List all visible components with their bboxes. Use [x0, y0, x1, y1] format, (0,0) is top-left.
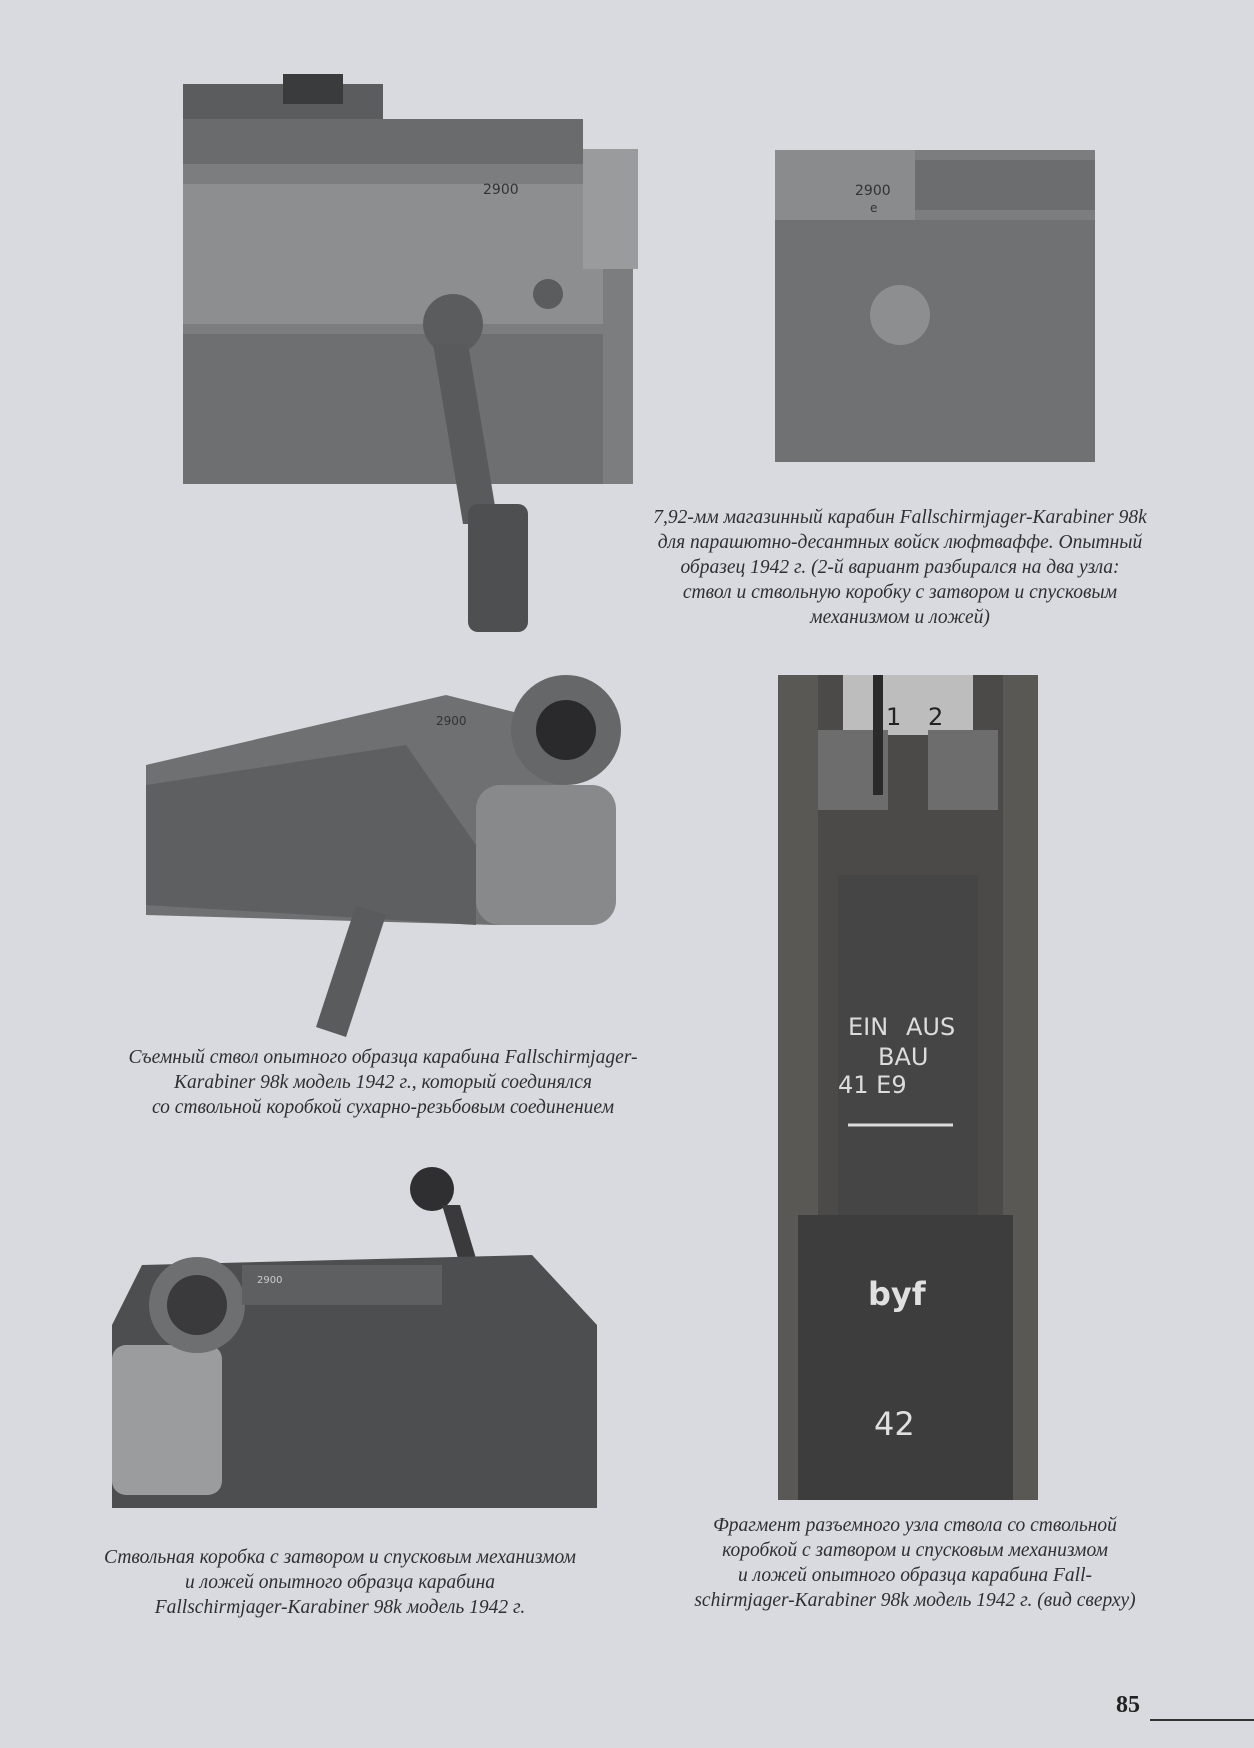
marking-year: 42 — [874, 1405, 915, 1443]
serial-mark-2: 2900 — [855, 183, 891, 199]
photo-removable-barrel-image — [146, 665, 622, 1037]
marking-code: 41 E9 — [838, 1071, 907, 1099]
caption-line: 7,92-мм магазинный карабин Fallschirmjager-Karabiner 98k — [653, 507, 1147, 528]
caption-receiver-bolt — [60, 1545, 620, 1620]
marking-aus: AUS — [906, 1013, 956, 1041]
photo-barrel-top-view-image — [778, 675, 1038, 1500]
serial-mark-3: 2900 — [436, 714, 467, 728]
caption-line: Karabiner 98k модель 1942 г., который соединялся — [174, 1072, 592, 1093]
caption-line: Фрагмент разъемного узла ствола со ствольной — [713, 1515, 1117, 1536]
caption-line: Ствольная коробка с затвором и спусковым механизмом — [104, 1547, 576, 1568]
caption-top-view-fragment — [650, 1513, 1180, 1613]
caption-line: механизмом и ложей) — [810, 607, 990, 628]
caption-line: коробкой с затвором и спусковым механизмом — [722, 1540, 1108, 1561]
photo-receiver-side — [775, 150, 1095, 462]
caption-carbine-overview — [600, 505, 1200, 630]
marking-ein: EIN — [848, 1013, 889, 1041]
caption-line: ствол и ствольную коробку с затвором и спусковым — [682, 582, 1118, 603]
caption-line: для парашютно-десантных войск люфтваффе. Опытный — [657, 532, 1143, 553]
photo-barrel-joint-lever-image — [183, 64, 638, 632]
photo-receiver-side-image — [775, 150, 1095, 462]
caption-removable-barrel — [73, 1045, 693, 1120]
serial-mark-1: 2900 — [483, 182, 519, 198]
page-number-rule — [1150, 1719, 1254, 1721]
photo-barrel-joint-lever — [183, 64, 638, 632]
scale-right: 2 — [928, 703, 944, 731]
serial-mark-4: 2900 — [257, 1275, 283, 1286]
serial-suffix-mark: e — [870, 201, 878, 215]
caption-line: schirmjager-Karabiner 98k модель 1942 г. (вид сверху) — [694, 1590, 1136, 1611]
photo-barrel-top-view — [778, 675, 1038, 1500]
caption-line: образец 1942 г. (2-й вариант разбирался на два узла: — [680, 557, 1120, 578]
photo-receiver-with-bolt — [112, 1165, 597, 1508]
marking-bau: BAU — [878, 1043, 929, 1071]
caption-line: со ствольной коробкой сухарно-резьбовым соединением — [151, 1097, 615, 1118]
caption-line: Съемный ствол опытного образца карабина Fallschirmjager- — [128, 1047, 638, 1068]
marking-maker: byf — [868, 1275, 926, 1313]
photo-receiver-with-bolt-image — [112, 1165, 597, 1508]
photo-removable-barrel — [146, 665, 622, 1037]
scale-left: 1 — [886, 703, 902, 731]
caption-line: и ложей опытного образца карабина — [184, 1572, 496, 1593]
page-number: 85 — [1116, 1692, 1140, 1718]
caption-line: и ложей опытного образца карабина Fall- — [738, 1565, 1092, 1586]
caption-line: Fallschirmjager-Karabiner 98k модель 1942 г. — [154, 1597, 526, 1618]
